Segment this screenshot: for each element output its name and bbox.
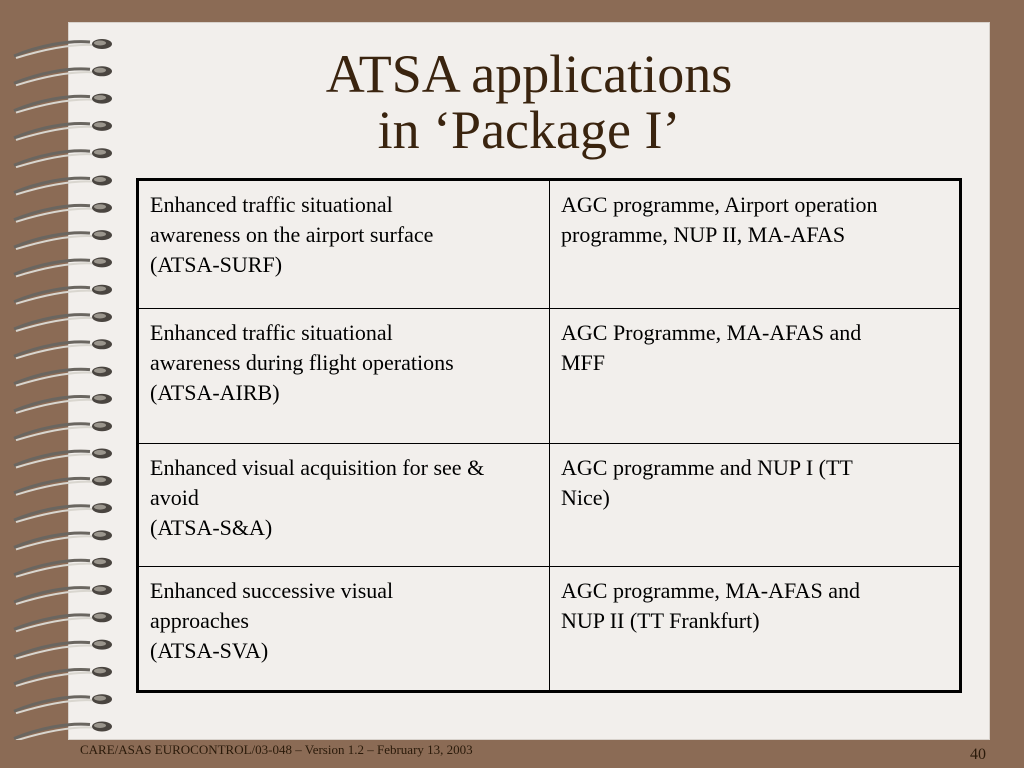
spiral-ring (14, 585, 112, 604)
spiral-ring (14, 530, 112, 549)
table-row (138, 180, 961, 309)
cell-line: Enhanced traffic situational (150, 320, 393, 345)
page-number: 40 (970, 746, 986, 763)
cell-line: NUP II (TT Frankfurt) (561, 608, 760, 633)
title-line-1: ATSA applications (325, 44, 733, 104)
cell-line: Enhanced visual acquisition for see & (150, 455, 485, 480)
table-row (138, 309, 961, 444)
cell-line: AGC Programme, MA-AFAS and (561, 320, 862, 345)
table-row (138, 444, 961, 567)
applications-table (136, 178, 962, 693)
programmes-cell (550, 309, 961, 444)
cell-line: (ATSA-AIRB) (150, 380, 280, 405)
spiral-ring (14, 476, 112, 495)
cell-line: MFF (561, 350, 606, 375)
footer-text: CARE/ASAS EUROCONTROL/03-048 – Version 1.2 – February 13, 2003 (80, 742, 473, 757)
spiral-ring (14, 449, 112, 468)
cell-line: (ATSA-S&A) (150, 515, 273, 540)
page-top-gap (68, 0, 134, 22)
programmes-cell (550, 444, 961, 567)
cell-line: AGC programme, MA-AFAS and (561, 578, 861, 603)
application-cell (138, 444, 550, 567)
spiral-ring (14, 339, 112, 358)
spiral-ring (14, 640, 112, 659)
application-cell (138, 180, 550, 309)
spiral-ring (14, 503, 112, 522)
cell-line: AGC programme, Airport operation (561, 192, 878, 217)
spiral-ring (14, 421, 112, 440)
spiral-ring (14, 257, 112, 276)
cell-line: (ATSA-SVA) (150, 638, 269, 663)
cell-line: awareness on the airport surface (150, 222, 434, 247)
spiral-ring (14, 203, 112, 222)
spiral-ring (14, 176, 112, 195)
spiral-ring (14, 312, 112, 331)
cell-line: approaches (150, 608, 249, 633)
cell-line: programme, NUP II, MA-AFAS (561, 222, 846, 247)
spiral-ring (14, 558, 112, 577)
cell-line: Enhanced successive visual (150, 578, 394, 603)
spiral-ring (14, 394, 112, 413)
cell-line: Enhanced traffic situational (150, 192, 393, 217)
application-cell (138, 309, 550, 444)
cell-line: avoid (150, 485, 199, 510)
spiral-ring (14, 367, 112, 386)
programmes-cell (550, 180, 961, 309)
cell-line: Nice) (561, 485, 610, 510)
slide-title (68, 46, 990, 158)
application-cell (138, 567, 550, 692)
spiral-ring (14, 667, 112, 686)
title-line-2: in ‘Package I’ (377, 100, 681, 160)
cell-line: AGC programme and NUP I (TT (561, 455, 853, 480)
spiral-ring (14, 722, 112, 741)
table-row (138, 567, 961, 692)
spiral-ring (14, 612, 112, 631)
cell-line: awareness during flight operations (150, 350, 454, 375)
programmes-cell (550, 567, 961, 692)
spiral-ring (14, 230, 112, 249)
spiral-ring (14, 285, 112, 304)
spiral-ring (14, 694, 112, 713)
cell-line: (ATSA-SURF) (150, 252, 283, 277)
